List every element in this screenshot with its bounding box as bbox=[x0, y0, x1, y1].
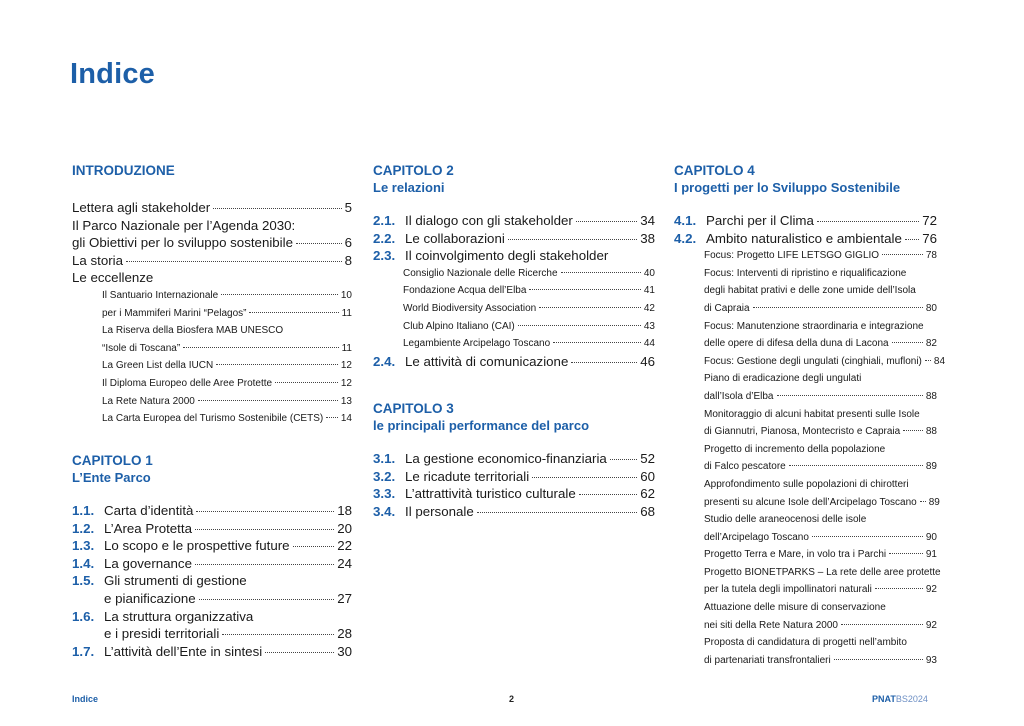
toc-entry-label: Legambiente Arcipelago Toscano bbox=[403, 338, 551, 350]
toc-page-number: 30 bbox=[337, 643, 352, 659]
toc-entry-label: Attuazione delle misure di conservazione bbox=[704, 602, 886, 614]
toc-entry-label: e i presidi territoriali bbox=[104, 626, 220, 642]
toc-entry-label: Le attività di comunicazione bbox=[405, 353, 569, 369]
toc-page-number: 90 bbox=[925, 531, 937, 543]
toc-entry-label: Il coinvolgimento degli stakeholder bbox=[405, 248, 609, 264]
toc-entry-label: Le ricadute territoriali bbox=[405, 468, 530, 484]
toc-page-number: 6 bbox=[344, 235, 352, 251]
toc-sub-entry[interactable] bbox=[674, 617, 937, 635]
toc-sub-entry[interactable] bbox=[72, 393, 352, 411]
toc-page-number: 27 bbox=[337, 590, 352, 606]
toc-column-3 bbox=[674, 162, 946, 669]
toc-sub-entry[interactable] bbox=[373, 300, 655, 318]
toc-sub-entry-line[interactable] bbox=[674, 511, 937, 529]
chapter-3-heading: CAPITOLO 3 bbox=[373, 401, 454, 416]
toc-entry-label: di Giannutri, Pianosa, Montecristo e Capraia bbox=[704, 426, 901, 438]
chapter-2-subtitle: Le relazioni bbox=[373, 180, 445, 195]
dot-leader bbox=[889, 553, 923, 554]
section-number: 4.2. bbox=[674, 230, 697, 246]
toc-page-number: 78 bbox=[925, 250, 937, 262]
toc-entry-label: La governance bbox=[104, 555, 192, 571]
toc-entry[interactable] bbox=[373, 212, 655, 230]
toc-entry[interactable] bbox=[72, 537, 352, 555]
toc-sub-entry[interactable] bbox=[674, 335, 937, 353]
chapter-1-subtitle: L’Ente Parco bbox=[72, 470, 151, 485]
toc-entry-label: Monitoraggio di alcuni habitat presenti sulle Isole bbox=[704, 408, 920, 420]
toc-page-number: 24 bbox=[337, 555, 352, 571]
toc-entry-label: di partenariati transfrontalieri bbox=[704, 654, 831, 666]
toc-entry-label: La gestione economico-finanziaria bbox=[405, 451, 607, 466]
toc-page-number: 88 bbox=[925, 426, 937, 438]
toc-sub-entry[interactable] bbox=[72, 410, 352, 428]
toc-entry-label: di Falco pescatore bbox=[704, 461, 786, 473]
toc-entry[interactable] bbox=[674, 212, 937, 230]
chapter-4-heading: CAPITOLO 4 bbox=[674, 163, 755, 178]
toc-entry-line[interactable] bbox=[72, 572, 352, 590]
footer-brand-bold: PNAT bbox=[872, 694, 896, 704]
dot-leader bbox=[834, 659, 923, 660]
toc-entry[interactable] bbox=[674, 230, 937, 248]
toc-entry[interactable] bbox=[373, 468, 655, 486]
toc-entry[interactable] bbox=[72, 555, 352, 573]
toc-entry-label: Lettera agli stakeholder bbox=[72, 200, 211, 215]
toc-sub-entry-line[interactable] bbox=[674, 634, 937, 652]
toc-sub-entry-line[interactable] bbox=[674, 599, 937, 617]
toc-entry-label: per i Mammiferi Marini “Pelagos” bbox=[102, 307, 247, 319]
toc-entry-label: La struttura organizzativa bbox=[104, 608, 254, 624]
toc-page-number: 38 bbox=[640, 230, 655, 246]
toc-entry[interactable] bbox=[72, 643, 352, 661]
toc-sub-entry[interactable] bbox=[674, 247, 937, 265]
section-number: 2.4. bbox=[373, 353, 396, 369]
toc-entry-label: Progetto Terra e Mare, in volo tra i Parchi bbox=[704, 549, 887, 561]
toc-entry-label: Proposta di candidatura di progetti nell’ambito bbox=[704, 637, 907, 649]
toc-page-number: 52 bbox=[640, 451, 655, 466]
chapter-4-subtitle: I progetti per lo Sviluppo Sostenibile bbox=[674, 180, 901, 195]
toc-page-number: 92 bbox=[925, 619, 937, 631]
toc-sub-entry[interactable] bbox=[674, 529, 937, 547]
toc-page-number: 41 bbox=[643, 285, 655, 297]
toc-entry-label: per la tutela degli impollinatori naturali bbox=[704, 584, 872, 596]
toc-sub-entry[interactable] bbox=[373, 282, 655, 300]
toc-entry-line[interactable]: Il Parco Nazionale per l’Agenda 2030: bbox=[72, 217, 296, 233]
toc-page-number: 8 bbox=[344, 252, 352, 268]
section-number: 1.4. bbox=[72, 555, 95, 571]
dot-leader bbox=[925, 360, 931, 361]
toc-sub-entry[interactable] bbox=[674, 546, 937, 564]
toc-entry[interactable] bbox=[373, 230, 655, 248]
toc-entry-label: La Green List della IUCN bbox=[102, 360, 214, 372]
toc-entry-label: Progetto di incremento della popolazione bbox=[704, 443, 886, 455]
dot-leader bbox=[812, 536, 923, 537]
toc-entry[interactable] bbox=[72, 590, 352, 608]
toc-sub-entry-line[interactable] bbox=[674, 406, 937, 424]
toc-entry-label: Le collaborazioni bbox=[405, 230, 505, 246]
toc-sub-entry-line[interactable] bbox=[674, 564, 941, 582]
toc-entry-label: Lo scopo e le prospettive future bbox=[104, 538, 290, 554]
toc-sub-entry[interactable] bbox=[373, 265, 655, 283]
chapter-1-heading: CAPITOLO 1 bbox=[72, 453, 153, 468]
footer-brand-light: BS2024 bbox=[895, 694, 928, 704]
toc-entry[interactable] bbox=[72, 502, 352, 520]
dot-leader bbox=[841, 624, 923, 625]
toc-page-number: 10 bbox=[340, 289, 352, 301]
toc-entry[interactable] bbox=[72, 234, 352, 252]
toc-entry[interactable] bbox=[373, 450, 655, 468]
toc-entry-line[interactable] bbox=[72, 608, 352, 626]
toc-entry-label: degli habitat prativi e delle zone umide dell’Isola bbox=[704, 285, 916, 297]
toc-sub-entry-line[interactable] bbox=[674, 318, 937, 336]
intro-heading: INTRODUZIONE bbox=[72, 163, 175, 178]
toc-page-number: 72 bbox=[922, 213, 937, 228]
toc-entry-label: Parchi per il Clima bbox=[706, 213, 814, 228]
dot-leader bbox=[753, 307, 923, 308]
toc-page-number: 68 bbox=[640, 503, 655, 519]
dot-leader bbox=[777, 395, 923, 396]
toc-entry-label: nei siti della Rete Natura 2000 bbox=[704, 619, 838, 631]
toc-sub-entry[interactable] bbox=[674, 494, 940, 512]
toc-page-number: 22 bbox=[337, 538, 352, 554]
toc-entry-label: e pianificazione bbox=[104, 590, 196, 606]
toc-page-number: 89 bbox=[928, 496, 940, 508]
toc-sub-entry-line[interactable] bbox=[674, 370, 937, 388]
toc-entry-label: Il Diploma Europeo delle Aree Protette bbox=[102, 377, 273, 389]
section-number: 1.7. bbox=[72, 643, 95, 659]
toc-entry[interactable] bbox=[72, 520, 352, 538]
toc-page-number: 92 bbox=[925, 584, 937, 596]
toc-column-2 bbox=[373, 162, 655, 519]
toc-entry-label: L’Area Protetta bbox=[104, 520, 192, 536]
toc-entry-label: dall’Isola d’Elba bbox=[704, 390, 774, 402]
toc-entry-label: La storia bbox=[72, 252, 123, 268]
dot-leader bbox=[789, 465, 923, 466]
section-number: 3.4. bbox=[373, 503, 396, 519]
toc-sub-entry[interactable] bbox=[373, 318, 655, 336]
toc-sub-entry-line[interactable] bbox=[674, 282, 937, 300]
toc-column-1 bbox=[72, 162, 352, 659]
toc-entry-label: Focus: Progetto LIFE LETSGO GIGLIO bbox=[704, 250, 880, 262]
chapter-2-heading: CAPITOLO 2 bbox=[373, 163, 454, 178]
toc-entry-label: La Carta Europea del Turismo Sostenibile (CETS) bbox=[102, 413, 324, 425]
toc-page-number: 11 bbox=[341, 307, 352, 319]
chapter-3-block bbox=[373, 400, 655, 520]
toc-sub-entry[interactable] bbox=[674, 458, 937, 476]
toc-sub-entry[interactable] bbox=[373, 335, 655, 353]
section-number: 2.2. bbox=[373, 230, 396, 246]
page-title: Indice bbox=[70, 58, 155, 90]
toc-page-number: 18 bbox=[337, 503, 352, 518]
toc-page-number: 40 bbox=[643, 267, 655, 279]
toc-page-number: 44 bbox=[643, 338, 655, 350]
toc-page-number: 91 bbox=[925, 549, 937, 561]
toc-sub-entry[interactable] bbox=[674, 388, 937, 406]
toc-entry-label: dell’Arcipelago Toscano bbox=[704, 531, 809, 543]
toc-sub-entry-line[interactable] bbox=[674, 476, 937, 494]
toc-page-number: 93 bbox=[925, 654, 937, 666]
toc-page-number: 60 bbox=[640, 468, 655, 484]
toc-entry-label: Il dialogo con gli stakeholder bbox=[405, 213, 573, 228]
toc-entry-label: Approfondimento sulle popolazioni di chirotteri bbox=[704, 478, 909, 490]
toc-entry-label: Focus: Gestione degli ungulati (cinghiali, mufloni) bbox=[704, 355, 922, 367]
toc-sub-entry-line[interactable] bbox=[674, 265, 937, 283]
toc-entry-label: L’attrattività turistico culturale bbox=[405, 486, 576, 502]
toc-entry-label: Il Santuario Internazionale bbox=[102, 289, 219, 301]
toc-page-number: 20 bbox=[337, 520, 352, 536]
toc-sub-entry[interactable] bbox=[674, 423, 937, 441]
toc-entry-label: di Capraia bbox=[704, 302, 750, 314]
section-number: 3.2. bbox=[373, 468, 396, 484]
toc-entry-label: Focus: Interventi di ripristino e riqualificazione bbox=[704, 267, 907, 279]
toc-entry[interactable] bbox=[72, 199, 352, 217]
toc-page-number: 76 bbox=[922, 230, 937, 246]
toc-sub-entry[interactable] bbox=[72, 357, 352, 375]
toc-entry[interactable] bbox=[373, 247, 655, 265]
toc-entry-label: Progetto BIONETPARKS – La rete delle aree protette bbox=[704, 566, 941, 578]
section-number: 3.1. bbox=[373, 451, 396, 466]
dot-leader bbox=[882, 254, 923, 255]
section-number: 2.3. bbox=[373, 248, 396, 264]
toc-sub-entry[interactable] bbox=[674, 652, 937, 670]
toc-entry-label[interactable]: Le eccellenze bbox=[72, 270, 154, 286]
section-number: 2.1. bbox=[373, 213, 396, 228]
toc-page-number: 12 bbox=[340, 360, 352, 372]
toc-page-number: 80 bbox=[925, 302, 937, 314]
toc-page-number: 89 bbox=[925, 461, 937, 473]
dot-leader bbox=[903, 430, 923, 431]
toc-entry-label: gli Obiettivi per lo sviluppo sostenibile bbox=[72, 235, 293, 251]
footer-page-number: 2 bbox=[509, 694, 515, 704]
toc-page-number: 11 bbox=[341, 342, 352, 354]
dot-leader bbox=[920, 501, 926, 502]
toc-sub-entry[interactable] bbox=[72, 340, 352, 358]
toc-entry-label: L’attività dell’Ente in sintesi bbox=[104, 643, 263, 659]
section-number: 1.1. bbox=[72, 503, 95, 518]
toc-sub-entry[interactable] bbox=[674, 300, 937, 318]
toc-entry[interactable] bbox=[373, 503, 655, 521]
toc-page-number: 88 bbox=[925, 390, 937, 402]
intro-entries bbox=[72, 199, 352, 428]
section-number: 1.5. bbox=[72, 573, 95, 589]
dot-leader bbox=[875, 588, 923, 589]
toc-entry-label: Gli strumenti di gestione bbox=[104, 573, 247, 589]
toc-sub-entry[interactable] bbox=[674, 353, 946, 371]
toc-entry-label: Il personale bbox=[405, 503, 474, 519]
toc-sub-entry[interactable] bbox=[72, 375, 352, 393]
toc-entry[interactable] bbox=[373, 353, 655, 371]
toc-entry-label: presenti su alcune Isole dell’Arcipelago Toscano bbox=[704, 496, 917, 508]
toc-page-number: 42 bbox=[643, 302, 655, 314]
toc-page-number: 5 bbox=[344, 200, 352, 215]
toc-entry-label: Studio delle araneocenosi delle isole bbox=[704, 514, 867, 526]
toc-page-number: 34 bbox=[640, 213, 655, 228]
toc-entry-label: World Biodiversity Association bbox=[403, 302, 537, 314]
dot-leader bbox=[892, 342, 923, 343]
section-number: 4.1. bbox=[674, 213, 697, 228]
toc-entry-label: “Isole di Toscana” bbox=[102, 342, 181, 354]
toc-page-number: 82 bbox=[925, 338, 937, 350]
section-number: 1.3. bbox=[72, 538, 95, 554]
toc-page-number: 43 bbox=[643, 320, 655, 332]
toc-sub-entry[interactable] bbox=[674, 581, 937, 599]
toc-entry-label: Fondazione Acqua dell’Elba bbox=[403, 285, 527, 297]
section-number: 1.2. bbox=[72, 520, 95, 536]
toc-entry[interactable] bbox=[72, 252, 352, 270]
toc-entry-label: La Rete Natura 2000 bbox=[102, 395, 195, 407]
toc-entry[interactable] bbox=[373, 485, 655, 503]
toc-entry-label: Focus: Manutenzione straordinaria e integrazione bbox=[704, 320, 924, 332]
toc-page-number: 14 bbox=[340, 413, 352, 425]
section-number: 1.6. bbox=[72, 608, 95, 624]
toc-sub-entry[interactable] bbox=[72, 287, 352, 305]
chapter-1-block bbox=[72, 452, 352, 660]
toc-entry-label: Piano di eradicazione degli ungulati bbox=[704, 373, 862, 385]
toc-page-number: 46 bbox=[640, 353, 655, 369]
footer-brand bbox=[872, 694, 928, 704]
toc-page-number: 12 bbox=[340, 377, 352, 389]
toc-page-number: 62 bbox=[640, 486, 655, 502]
footer-section-label: Indice bbox=[72, 694, 99, 704]
toc-page-number: 28 bbox=[337, 626, 352, 642]
toc-sub-entry-line[interactable] bbox=[674, 441, 937, 459]
toc-entry[interactable] bbox=[72, 625, 352, 643]
chapter-4-sub-entries bbox=[674, 247, 946, 669]
section-number: 3.3. bbox=[373, 486, 396, 502]
toc-page-number: 84 bbox=[933, 355, 946, 367]
toc-entry-label: delle opere di difesa della duna di Lacona bbox=[704, 338, 889, 350]
toc-entry-label: Club Alpino Italiano (CAI) bbox=[403, 320, 515, 332]
toc-entry-label: Carta d’identità bbox=[104, 503, 194, 518]
chapter-3-subtitle: le principali performance del parco bbox=[373, 418, 590, 433]
toc-sub-entry[interactable] bbox=[72, 305, 352, 323]
toc-entry-label: Consiglio Nazionale delle Ricerche bbox=[403, 267, 558, 279]
toc-sub-entry-line[interactable]: La Riserva della Biosfera MAB UNESCO bbox=[102, 325, 284, 337]
toc-page-number: 13 bbox=[340, 395, 352, 407]
toc-entry-label: Ambito naturalistico e ambientale bbox=[706, 230, 902, 246]
